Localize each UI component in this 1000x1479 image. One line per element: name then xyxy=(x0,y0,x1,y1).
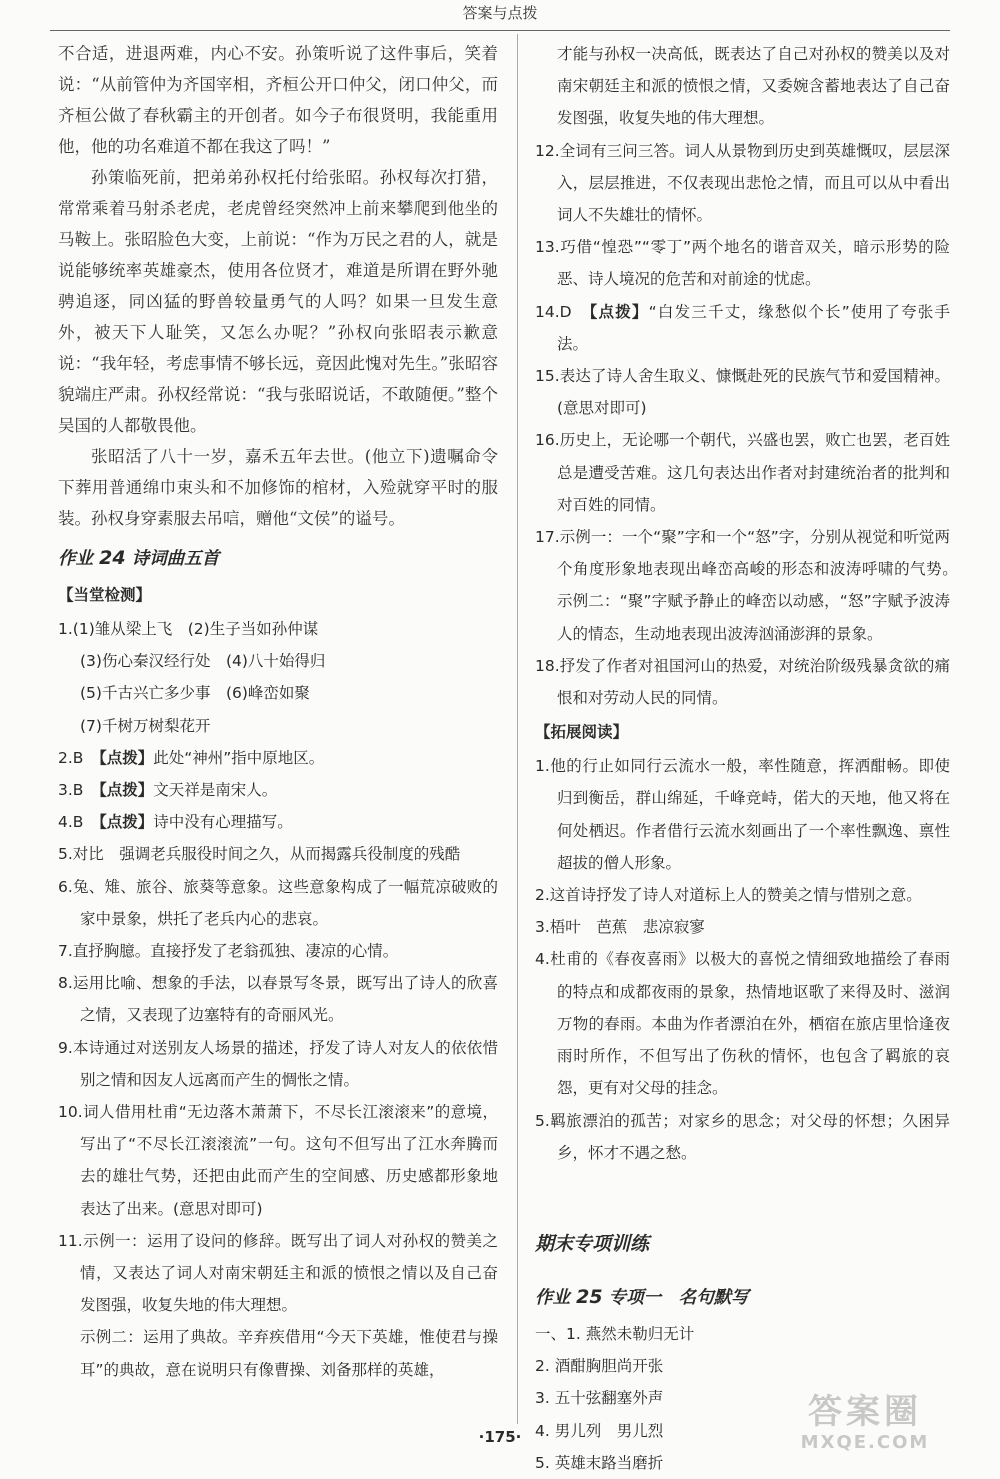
answer-item xyxy=(535,911,950,943)
answer-item xyxy=(535,650,950,714)
answer-item xyxy=(535,231,950,295)
answer-item xyxy=(535,424,950,521)
answer-text: 此处“神州”指中原地区。 xyxy=(153,748,325,767)
answer-choice: B xyxy=(72,813,99,832)
answer-text: 示例一：运用了设问的修辞。既写出了词人对孙权的赞美之情，又表达了词人对南宋朝廷主和派的愤恨之情以及自己奋发图强，收复失地的伟大理想。 xyxy=(80,1231,498,1315)
answer-item xyxy=(58,774,498,806)
item-number: 16. xyxy=(535,431,560,450)
item-number: 9. xyxy=(58,1038,73,1057)
answer-text: 他的行止如同行云流水一般，率性随意，挥洒酣畅。即使归到衡岳，群山绵延，千峰竞峙，偌大的天地，他又将在何处栖迟。作者借行云流水刻画出了一个率性飘逸、禀性超拔的僧人形象。 xyxy=(549,757,950,872)
answer-text: 诗中没有心理描写。 xyxy=(153,813,293,832)
answer-item xyxy=(535,135,950,232)
answer-text: 表达了诗人舍生取义、慷慨赴死的民族气节和爱国精神。(意思对即可) xyxy=(557,367,950,418)
watermark-text: 答案圈 xyxy=(808,1392,922,1432)
story-paragraph: 孙策临死前，把弟弟孙权托付给张昭。孙权每次打猎，常常乘着马射杀老虎，老虎曾经突然冲上前来攀爬到他坐的马鞍上。张昭脸色大变，上前说：“作为万民之君的人，就是说能够统率英雄豪杰，使用各位贤才，难道是所谓在野外驰骋追逐，同凶猛的野兽较量勇气的人吗？如果一旦发生意外，被天下人耻笑，又怎么办呢？”孙权向张昭表示歉意说：“我年轻，考虑事情不够长远，竟因此愧对先生。”张昭容貌端庄严肃。孙权经常说：“我与张昭说话，不敢随便。”整个吴国的人都敬畏他。 xyxy=(58,168,498,435)
answer-text: (1)雏从梁上飞 (2)生子当如孙仲谋 xyxy=(72,620,319,638)
answer-text: 本诗通过对送别友人场景的描述，抒发了诗人对友人的依依惜别之情和因友人远离而产生的惆怅之情。 xyxy=(72,1038,498,1089)
item-number: 2. xyxy=(535,886,550,905)
column-divider xyxy=(517,34,518,1424)
answer-item xyxy=(58,838,498,870)
answer-item xyxy=(535,1105,950,1169)
answer-item xyxy=(535,521,966,650)
item-number: 1. xyxy=(535,757,550,776)
answer-text: 运用比喻、想象的手法，以春景写冬景，既写出了诗人的欣喜之情，又表现了边塞特有的奇丽风光。 xyxy=(72,974,498,1025)
answer-continuation: 才能与孙权一决高低，既表达了自己对孙权的赞美以及对南宋朝廷主和派的愤恨之情，又委婉含蓄地表达了自己奋发图强，收复失地的伟大理想。 xyxy=(557,45,950,128)
item-number: 4. xyxy=(535,950,550,969)
answer-item xyxy=(58,1032,498,1096)
answer-choice: D xyxy=(559,302,590,321)
answer-item xyxy=(58,1225,498,1322)
answer-text: 对比 强调老兵服役时间之久，从而揭露兵役制度的残酷 xyxy=(72,845,461,864)
answer-line: (5)千古兴亡多少事 (6)峰峦如聚 xyxy=(80,684,310,703)
page-header xyxy=(50,0,950,31)
item-number: 17. xyxy=(535,528,560,547)
answer-item xyxy=(535,296,950,360)
answer-choice: B xyxy=(72,748,99,767)
section-title-25 xyxy=(535,1283,950,1312)
answer-text: 杜甫的《春夜喜雨》以极大的喜悦之情细致地描绘了春雨的特点和成都夜雨的景象，热情地讴歌了来得及时、滋润万物的春雨。本曲为作者漂泊在外，栖宿在旅店里恰逢夜雨时所作，不但写出了伤秋的情怀，也包含了羁旅的哀怨，更有对父母的挂念。 xyxy=(549,950,950,1098)
answer-item xyxy=(58,613,498,742)
item-number: 13. xyxy=(535,238,560,257)
answer-line xyxy=(58,613,498,645)
answer-text: 直抒胸臆。直接抒发了老翁孤独、凄凉的心情。 xyxy=(72,942,399,961)
answer-item xyxy=(535,943,950,1104)
item-number: 18. xyxy=(535,656,560,675)
sub-heading-extended-reading: 【拓展阅读】 xyxy=(535,723,629,742)
item-number: 5. xyxy=(58,845,73,864)
item-number: 14. xyxy=(535,302,560,321)
story-paragraph: 张昭活了八十一岁，嘉禾五年去世。(他立下)遗嘱命令下葬用普通绵巾束头和不加修饰的棺材，入殓就穿平时的服装。孙权身穿素服去吊唁，赠他“文侯”的谥号。 xyxy=(58,447,498,528)
answer-item xyxy=(535,750,950,879)
recite-item: 3. 五十弦翻塞外声 xyxy=(535,1389,664,1408)
item-number: 12. xyxy=(535,141,560,160)
answer-item xyxy=(58,935,498,967)
answer-item xyxy=(58,806,498,838)
sub-heading-class-check: 【当堂检测】 xyxy=(58,586,152,604)
answer-item xyxy=(58,871,498,935)
recite-item: 2. 酒酣胸胆尚开张 xyxy=(535,1357,664,1376)
section-label: 作业 xyxy=(58,549,93,569)
answer-text: 词人借用杜甫“无边落木萧萧下，不尽长江滚滚来”的意境，写出了“不尽长江滚滚流”一句。这句不但写出了江水奔腾而去的雄壮气势，还把由此而产生的空间感、历史感都形象地表达了出来。(意思对即可) xyxy=(80,1103,498,1218)
answer-choice: B xyxy=(72,781,99,800)
answer-text: 历史上，无论哪一个朝代，兴盛也罢，败亡也罢，老百姓总是遭受苦难。这几句表达出作者对封建统治者的批判和对百姓的同情。 xyxy=(557,431,950,514)
section-number: 25 xyxy=(576,1285,603,1308)
answer-line: (7)千树万树梨花开 xyxy=(80,716,211,735)
left-column xyxy=(58,38,498,1386)
page-number: ·175· xyxy=(478,1428,522,1446)
right-column xyxy=(535,38,966,1479)
answer-item xyxy=(58,1096,498,1225)
answer-text: 巧借“惶恐”“零丁”两个地名的谐音双关，暗示形势的险恶、诗人境况的危苦和对前途的忧虑。 xyxy=(557,238,950,289)
answer-text: 兔、雉、旅谷、旅葵等意象。这些意象构成了一幅荒凉破败的家中景象，烘托了老兵内心的悲哀。 xyxy=(72,877,498,928)
answer-text: 文天祥是南宋人。 xyxy=(153,781,278,800)
answer-item xyxy=(58,1321,498,1385)
answer-text: 这首诗抒发了诗人对道标上人的赞美之情与惜别之意。 xyxy=(549,886,922,905)
item-number: 3. xyxy=(58,781,73,800)
answer-text: “白发三千丈，缘愁似个长”使用了夸张手法。 xyxy=(557,302,950,353)
answer-text: 羁旅漂泊的孤苦；对家乡的思念；对父母的怀想；久困异乡，怀才不遇之愁。 xyxy=(549,1111,950,1162)
recite-item: 5. 英雄末路当磨折 xyxy=(535,1453,664,1472)
item-number: 11. xyxy=(58,1231,83,1250)
recite-item: 一、1. 燕然未勒归无计 xyxy=(535,1324,695,1343)
section-title-24 xyxy=(58,544,498,573)
section-name: 诗词曲五首 xyxy=(131,549,220,569)
item-number: 6. xyxy=(58,877,73,896)
final-review-title: 期末专项训练 xyxy=(535,1232,650,1255)
item-number: 5. xyxy=(535,1111,550,1130)
hint-tag: 【点拨】 xyxy=(589,302,649,321)
answer-line: (3)伤心秦汉经行处 (4)八十始得归 xyxy=(80,652,326,671)
hint-tag: 【点拨】 xyxy=(98,813,154,832)
section-label: 作业 xyxy=(535,1287,570,1308)
recite-item: 4. 男儿列 男儿烈 xyxy=(535,1421,664,1440)
answer-item xyxy=(535,360,950,424)
item-number: 2. xyxy=(58,748,73,767)
answer-text: 抒发了作者对祖国河山的热爱，对统治阶级残暴贪欲的痛恨和对劳动人民的同情。 xyxy=(557,656,950,708)
item-number: 8. xyxy=(58,974,73,993)
item-number: 4. xyxy=(58,813,73,832)
item-number: 7. xyxy=(58,942,73,961)
answer-text: 全词有三问三答。词人从景物到历史到英雄慨叹，层层深入，层层推进，不仅表现出悲怆之情，而且可以从中看出词人不失雄壮的情怀。 xyxy=(557,141,950,225)
hint-tag: 【点拨】 xyxy=(98,748,154,767)
answer-text: 示例一：一个“聚”字和一个“怒”字，分别从视觉和听觉两个角度形象地表现出峰峦高峻的形态和波涛呼啸的气势。 示例二：“聚”字赋予静止的峰峦以动感，“怒”字赋予波涛人的情态，生动地表现出波涛汹涌澎湃的景象。 xyxy=(557,528,966,643)
answer-item xyxy=(535,879,950,911)
header-title: 答案与点拨 xyxy=(462,4,538,22)
answer-text: 梧叶 芭蕉 悲凉寂寥 xyxy=(549,918,705,937)
section-name: 专项一 名句默写 xyxy=(608,1287,749,1308)
answer-text: 示例二：运用了典故。辛弃疾借用“今天下英雄，惟使君与操耳”的典故，意在说明只有像曹操、刘备那样的英雄， xyxy=(80,1328,498,1379)
hint-tag: 【点拨】 xyxy=(98,781,154,800)
item-number: 15. xyxy=(535,367,560,386)
story-paragraph: 不合适，进退两难，内心不安。孙策听说了这件事后，笑着说：“从前管仲为齐国宰相，齐桓公开口仲父，闭口仲父，而齐桓公做了春秋霸主的开创者。如今子布很贤明，我能重用他，他的功名难道不都在我这了吗！” xyxy=(58,44,498,156)
answer-item xyxy=(58,742,498,774)
watermark-url: MXQE.COM xyxy=(800,1432,930,1453)
item-number: 3. xyxy=(535,918,550,937)
item-number: 10. xyxy=(58,1103,83,1122)
answer-item xyxy=(58,967,498,1031)
item-number: 1. xyxy=(58,620,73,638)
section-number: 24 xyxy=(99,547,126,569)
